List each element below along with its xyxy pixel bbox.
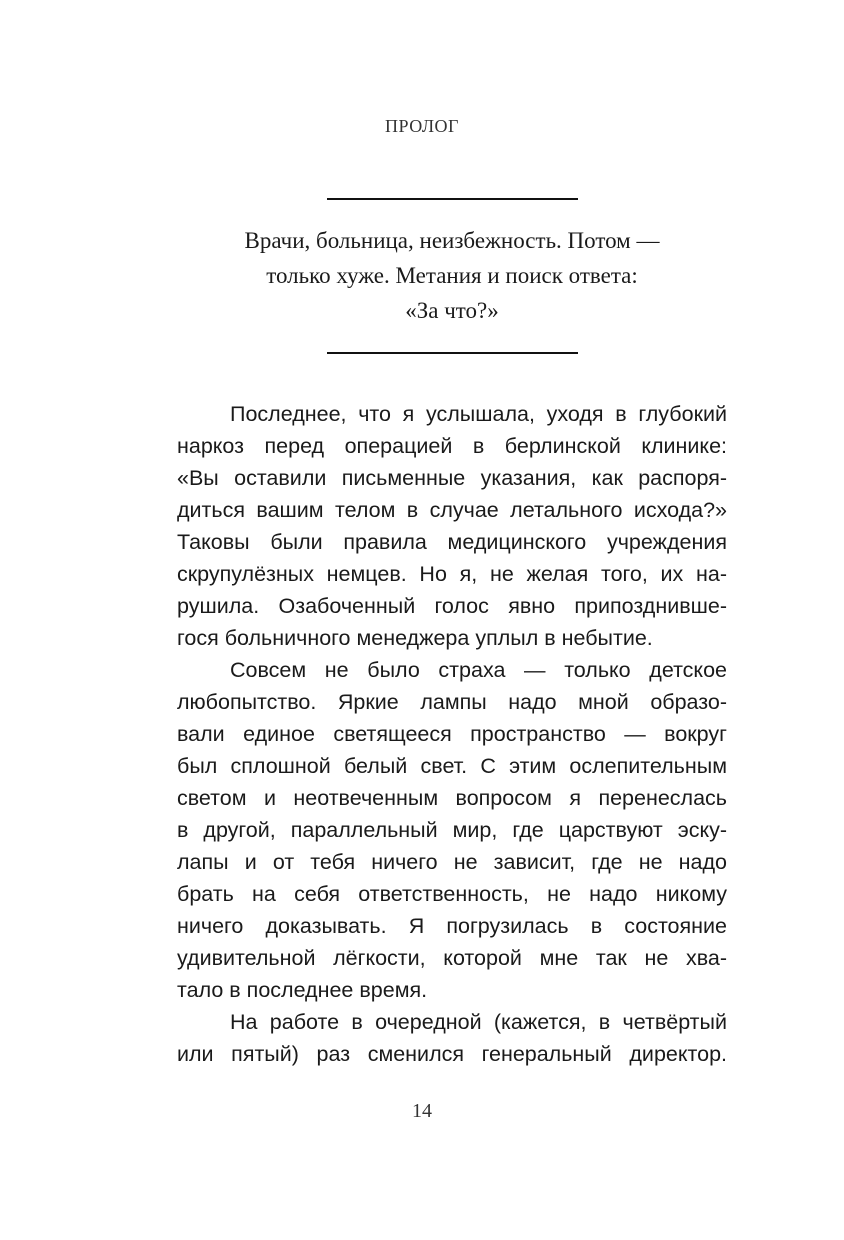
text-line: в другой, параллельный мир, где царствуют эску-: [177, 818, 727, 842]
text-line: На работе в очередной (кажется, в четвёртый: [230, 1010, 727, 1034]
text-line: ничего доказывать. Я погрузилась в состояние: [177, 914, 727, 938]
page-number: 14: [412, 1100, 432, 1122]
epigraph: [150, 223, 754, 328]
text-line: удивительной лёгкости, которой мне так не хва-: [177, 946, 727, 970]
text-line: гося больничного менеджера уплыл в небытие.: [177, 626, 653, 650]
text-line: Совсем не было страха — только детское: [230, 658, 727, 682]
running-title: ПРОЛОГ: [385, 116, 459, 136]
text-line: был сплошной белый свет. С этим ослепительным: [177, 754, 727, 778]
epigraph-line: Врачи, больница, неизбежность. Потом —: [244, 228, 660, 253]
text-line: Последнее, что я услышала, уходя в глубокий: [230, 402, 727, 426]
epigraph-line: «За что?»: [405, 298, 499, 323]
epigraph-bottom-rule: [327, 352, 578, 354]
text-line: рушила. Озабоченный голос явно припозднивше-: [177, 594, 727, 618]
epigraph-top-rule: [327, 198, 578, 200]
text-line: скрупулёзных немцев. Но я, не желая того, их на-: [177, 562, 727, 586]
text-line: тало в последнее время.: [177, 978, 428, 1002]
text-line: Таковы были правила медицинского учреждения: [177, 530, 727, 554]
text-line: вали единое светящееся пространство — вокруг: [177, 722, 727, 746]
text-line: лапы и от тебя ничего не зависит, где не надо: [177, 850, 727, 874]
text-line: «Вы оставили письменные указания, как распоря-: [177, 466, 727, 490]
text-line: любопытство. Яркие лампы надо мной образо-: [177, 690, 727, 714]
text-line: светом и неотвеченным вопросом я перенеслась: [177, 786, 727, 810]
text-line: брать на себя ответственность, не надо никому: [177, 882, 727, 906]
text-line: диться вашим телом в случае летального исхода?»: [177, 498, 727, 522]
body-text: [177, 398, 727, 1070]
text-line: или пятый) раз сменился генеральный директор.: [177, 1042, 727, 1066]
text-line: наркоз перед операцией в берлинской клинике:: [177, 434, 727, 458]
epigraph-line: только хуже. Метания и поиск ответа:: [266, 263, 638, 288]
